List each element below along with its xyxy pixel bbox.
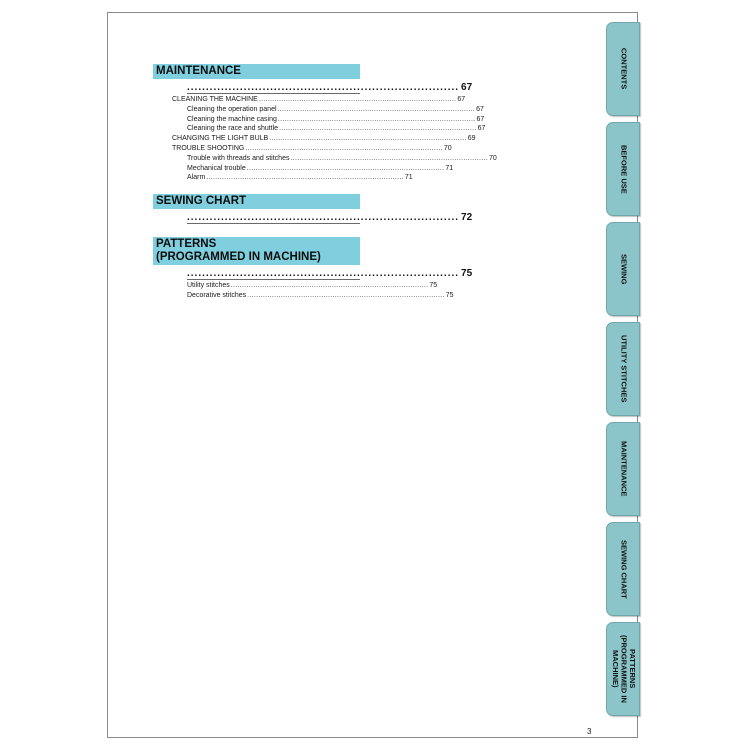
section-page-leader[interactable] (187, 209, 473, 224)
section-page-number: 67 (461, 82, 473, 93)
toc-entry-label: Trouble with threads and stitches (187, 154, 290, 162)
section-page-number: 72 (461, 212, 473, 223)
tab-label: PATTERNS (PROGRAMMED IN MACHINE) (610, 635, 637, 703)
chapter-tab-strip (606, 0, 640, 750)
tab-label: SEWING CHART (619, 539, 629, 599)
toc-entry[interactable] (153, 173, 413, 183)
section-page-leader[interactable] (187, 265, 473, 280)
toc-entry-label: Cleaning the machine casing (187, 115, 277, 123)
dot-leader: ........................................................................ (187, 82, 460, 93)
dot-leader: ........................................................................................ (269, 135, 467, 143)
dot-leader: ........................................................................................ (258, 96, 457, 103)
tab-maintenance[interactable] (606, 422, 640, 516)
section-title-line-2: (PROGRAMMED IN MACHINE) (156, 251, 321, 263)
toc-entry[interactable] (153, 134, 476, 144)
toc-entry-label: Utility stitches (187, 282, 230, 289)
dot-leader: ........................................................................................ (277, 115, 476, 123)
dot-leader: ........................................................................................ (290, 154, 489, 162)
tab-label: SEWING (619, 253, 629, 285)
tab-label: UTILITY STITCHES (619, 335, 629, 403)
tab-sewing-chart[interactable] (606, 522, 640, 616)
toc-entry-label: CHANGING THE LIGHT BULB (172, 135, 269, 143)
dot-leader: ........................................................................................ (279, 125, 477, 133)
toc-entry-page: 71 (445, 164, 454, 172)
toc-entry-page: 67 (476, 105, 484, 113)
toc-entry[interactable] (153, 124, 486, 134)
toc-section-sewing-chart (153, 194, 473, 225)
toc-section-maintenance (153, 64, 497, 183)
dot-leader: ........................................................................ (187, 268, 460, 279)
page-number: 3 (587, 727, 592, 736)
toc-entry-page: 70 (443, 144, 452, 152)
toc-entry-page: 67 (476, 115, 485, 123)
toc-section-patterns (153, 237, 473, 301)
toc-entry[interactable] (153, 105, 484, 115)
section-title: PATTERNS (156, 238, 217, 250)
tab-contents[interactable] (606, 22, 640, 116)
tab-utility-stitches[interactable] (606, 322, 640, 416)
section-page-number: 75 (461, 268, 473, 279)
dot-leader: ........................................................................................ (206, 174, 404, 182)
dot-leader: ........................................................................................ (246, 164, 445, 172)
toc-entry[interactable] (153, 291, 454, 301)
toc-entry-page: 67 (457, 96, 466, 103)
toc-entry-label: TROUBLE SHOOTING (172, 144, 245, 152)
section-header (153, 194, 360, 209)
toc-entry[interactable] (153, 154, 497, 164)
toc-entry-page: 69 (467, 135, 476, 143)
toc-entry-list (153, 95, 497, 183)
toc-entry-label: Mechanical trouble (187, 164, 246, 172)
toc-entry-page: 75 (445, 291, 454, 299)
toc-entry-page: 71 (404, 174, 413, 182)
section-header (153, 237, 360, 265)
toc-entry-label: Alarm (187, 174, 206, 182)
toc-entry[interactable] (153, 115, 485, 125)
toc-entry-label: Cleaning the operation panel (187, 105, 277, 113)
tab-label: BEFORE USE (619, 144, 629, 194)
toc-entry[interactable] (153, 281, 438, 291)
tab-before-use[interactable] (606, 122, 640, 216)
dot-leader: ........................................................................................ (230, 282, 429, 289)
dot-leader: ........................................................................................ (277, 105, 476, 113)
section-header (153, 64, 360, 79)
tab-sewing[interactable] (606, 222, 640, 316)
toc-entry[interactable] (153, 95, 466, 105)
toc-entry[interactable] (153, 144, 452, 154)
dot-leader: ........................................................................ (187, 212, 460, 223)
toc-entry[interactable] (153, 164, 454, 174)
tab-label: MAINTENANCE (619, 441, 629, 497)
dot-leader: ........................................................................................ (245, 144, 443, 152)
toc-entry-label: Decorative stitches (187, 291, 247, 299)
toc-entry-page: 75 (429, 282, 438, 289)
tab-label: CONTENTS (619, 48, 629, 90)
toc-entry-list (153, 281, 454, 301)
dot-leader: ........................................................................................ (247, 291, 445, 299)
section-title: SEWING CHART (156, 195, 247, 207)
tab-patterns[interactable] (606, 622, 640, 716)
toc-entry-label: CLEANING THE MACHINE (172, 96, 258, 103)
toc-entry-label: Cleaning the race and shuttle (187, 125, 279, 133)
toc-entry-page: 70 (489, 154, 497, 162)
section-page-leader[interactable] (187, 79, 473, 94)
section-title: MAINTENANCE (156, 65, 241, 77)
toc-entry-page: 67 (477, 125, 486, 133)
